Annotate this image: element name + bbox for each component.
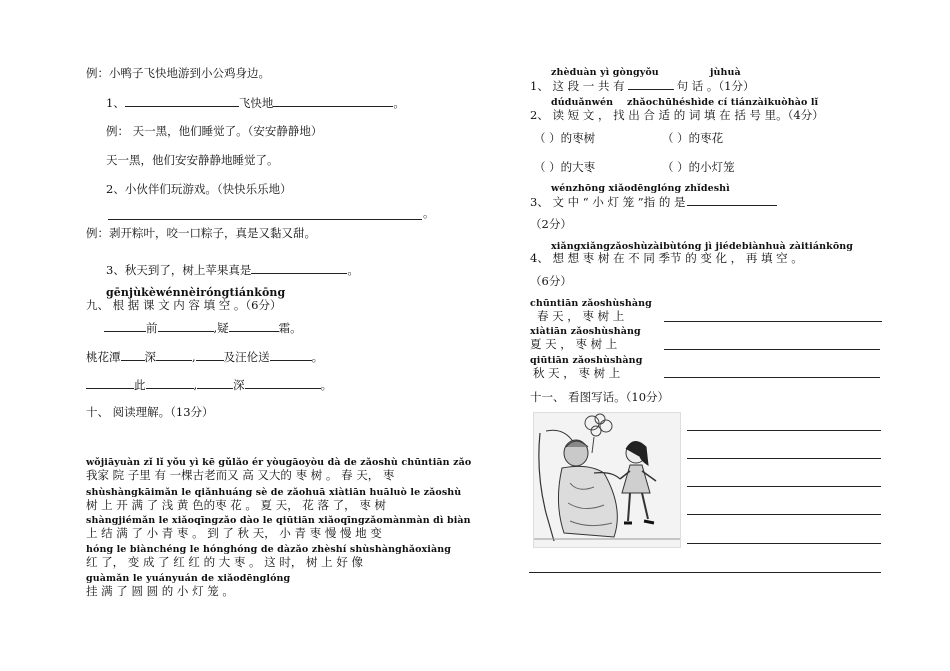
- answer-blank[interactable]: [229, 320, 279, 332]
- q2-blank-row1-a[interactable]: （ ）的枣树: [534, 131, 596, 145]
- writing-line[interactable]: [687, 486, 881, 487]
- poem-text: ,疑: [213, 321, 229, 335]
- example-2: 例： 天一黑，他们睡觉了。（安安静静地）: [106, 124, 323, 138]
- poem-text: 桃花潭: [86, 350, 121, 364]
- poem-text: 霜。: [278, 321, 302, 335]
- example-1: 例：小鸭子飞快地游到小公鸡身边。: [86, 66, 270, 80]
- answer-blank[interactable]: [156, 349, 192, 361]
- poem-text: ,: [193, 378, 198, 392]
- passage-pinyin: shùshàngkāimǎn le qiǎnhuáng sè de zǎohuā xiàtiān huāluò le zǎoshù: [86, 487, 462, 498]
- writing-line[interactable]: [687, 543, 881, 544]
- poem-text: 。: [311, 350, 324, 364]
- question-2: 2、小伙伴们玩游戏。（快快乐乐地）: [106, 182, 292, 196]
- writing-picture: [533, 412, 681, 548]
- passage-line: 挂 满 了 圆 圆 的 小 灯 笼 。: [86, 584, 234, 598]
- example-3: 例：剥开粽叶，咬一口粽子，真是又黏又甜。: [86, 226, 316, 240]
- question-2-end: 。: [423, 206, 435, 220]
- q4-pinyin: xiǎngxiǎngzǎoshùzàibùtóng jì jiédebiànhuà zàitiánkōng: [551, 241, 854, 252]
- spring-answer-line[interactable]: [664, 321, 882, 322]
- right-question-2: 2、 读 短 文 ， 找 出 合 适 的 词 填 在 括 号 里。（4分）: [530, 108, 824, 122]
- question-text: 1、 这 段 一 共 有: [530, 79, 625, 93]
- q1-pinyin-b: jùhuà: [710, 67, 741, 78]
- summer-label: 夏 天 ， 枣 树 上: [530, 337, 618, 351]
- grandma-and-girl-illustration: [534, 413, 680, 547]
- question-3-end: 。: [347, 263, 359, 277]
- passage-line: 上 结 满 了 小 青 枣 。 到 了 秋 天， 小 青 枣 慢 慢 地 变: [86, 526, 382, 540]
- question-3-text: 3、秋天到了，树上苹果真是: [106, 263, 252, 277]
- section-9-line-3: [86, 377, 332, 392]
- poem-text: ,: [192, 350, 196, 364]
- right-question-3: [530, 194, 777, 209]
- q2-blank-row2-a[interactable]: （ ）的大枣: [534, 160, 596, 174]
- question-1: [106, 95, 405, 110]
- poem-text: 深: [233, 378, 245, 392]
- answer-blank[interactable]: [104, 320, 146, 332]
- answer-blank[interactable]: [628, 78, 674, 90]
- q2-pinyin-b: zhǎochūhéshìde cí tiánzàikuòhào lǐ: [627, 97, 819, 108]
- section-9-line-1: [104, 320, 302, 335]
- answer-blank[interactable]: [196, 349, 224, 361]
- q1-pinyin-a: zhèduàn yì gòngyǒu: [551, 67, 659, 78]
- answer-line[interactable]: [108, 219, 422, 220]
- section-11-title: 十一、 看图写话。（10分）: [530, 390, 670, 404]
- autumn-answer-line[interactable]: [664, 377, 880, 378]
- summer-pinyin: xiàtiān zǎoshùshàng: [530, 326, 641, 337]
- passage-pinyin: wǒjiāyuàn zǐ lǐ yǒu yì kē gǔlǎo ér yòugāoyòu dà de zǎoshù chūntiān zǎo: [86, 457, 472, 468]
- summer-answer-line[interactable]: [664, 349, 880, 350]
- autumn-pinyin: qiūtiān zǎoshùshàng: [530, 355, 643, 366]
- writing-line[interactable]: [687, 458, 881, 459]
- autumn-label: 秋 天 ， 枣 树 上: [533, 366, 621, 380]
- question-text: 句 话 。（1分）: [676, 79, 755, 93]
- writing-line[interactable]: [529, 572, 881, 573]
- poem-text: 。: [320, 378, 333, 392]
- poem-text: 及汪伦送: [223, 350, 270, 364]
- poem-text: 深: [144, 350, 156, 364]
- right-question-4: 4、 想 想 枣 树 在 不 同 季节 的 变 化 ， 再 填 空 。: [530, 251, 803, 265]
- poem-text: 前: [146, 321, 158, 335]
- answer-blank[interactable]: [125, 95, 239, 107]
- section-9-line-2: [86, 349, 323, 364]
- answer-blank[interactable]: [158, 320, 214, 332]
- section-9-title: 九、 根 据 课 文 内 容 填 空 。（6分）: [86, 298, 282, 312]
- passage-line: 树 上 开 满 了 浅 黄 色的枣 花 。 夏 天， 花 落 了， 枣 树: [86, 498, 386, 512]
- q3-score: （2分）: [530, 217, 572, 231]
- question-text: 3、 文 中 “ 小 灯 笼 ”指 的 是: [530, 195, 686, 209]
- passage-pinyin: shàngjiémǎn le xiǎoqīngzǎo dào le qiūtiān xiǎoqīngzǎomànmàn dì biàn: [86, 515, 471, 526]
- question-1-number: 1、: [106, 96, 125, 110]
- passage-line: 红 了， 变 成 了 红 红 的 大 枣 。 这 时， 树 上 好 像: [86, 555, 363, 569]
- question-1-end: 。: [393, 96, 405, 110]
- question-3: [106, 262, 359, 277]
- answer-blank[interactable]: [270, 349, 312, 361]
- q4-score: （6分）: [530, 274, 572, 288]
- writing-line[interactable]: [687, 514, 881, 515]
- q3-pinyin: wénzhōng xiǎodēnglóng zhǐdeshì: [551, 183, 730, 194]
- poem-text: 此: [134, 378, 146, 392]
- answer-blank[interactable]: [86, 377, 134, 389]
- q2-blank-row1-b[interactable]: （ ）的枣花: [662, 131, 724, 145]
- answer-blank[interactable]: [251, 262, 347, 274]
- example-2-answer: 天一黑，他们安安静静地睡觉了。: [106, 153, 279, 167]
- section-10-title: 十、 阅读理解。（13分）: [86, 405, 214, 419]
- section-9-pinyin: gēnjùkèwénnèiróngtiánkōng: [106, 286, 286, 299]
- answer-blank[interactable]: [121, 349, 145, 361]
- answer-blank[interactable]: [197, 377, 233, 389]
- q2-blank-row2-b[interactable]: （ ）的小灯笼: [662, 160, 735, 174]
- passage-pinyin: guàmǎn le yuányuán de xiǎodēnglóng: [86, 573, 291, 584]
- question-1-middle: 飞快地: [238, 96, 274, 110]
- passage-pinyin: hóng le biànchéng le hónghóng de dàzǎo zhèshí shùshànghǎoxiàng: [86, 544, 452, 555]
- answer-blank[interactable]: [146, 377, 194, 389]
- spring-label: 春 天 ， 枣 树 上: [537, 309, 625, 323]
- right-question-1: [530, 78, 754, 93]
- writing-line[interactable]: [687, 430, 881, 431]
- answer-blank[interactable]: [245, 377, 321, 389]
- answer-blank[interactable]: [273, 95, 393, 107]
- spring-pinyin: chūntiān zǎoshùshàng: [530, 298, 652, 309]
- q2-pinyin-a: dúduǎnwén: [551, 97, 614, 108]
- passage-line: 我家 院 子里 有 一棵古老而又 高 又大的 枣 树 。 春 天， 枣: [86, 468, 395, 482]
- answer-blank[interactable]: [687, 194, 777, 206]
